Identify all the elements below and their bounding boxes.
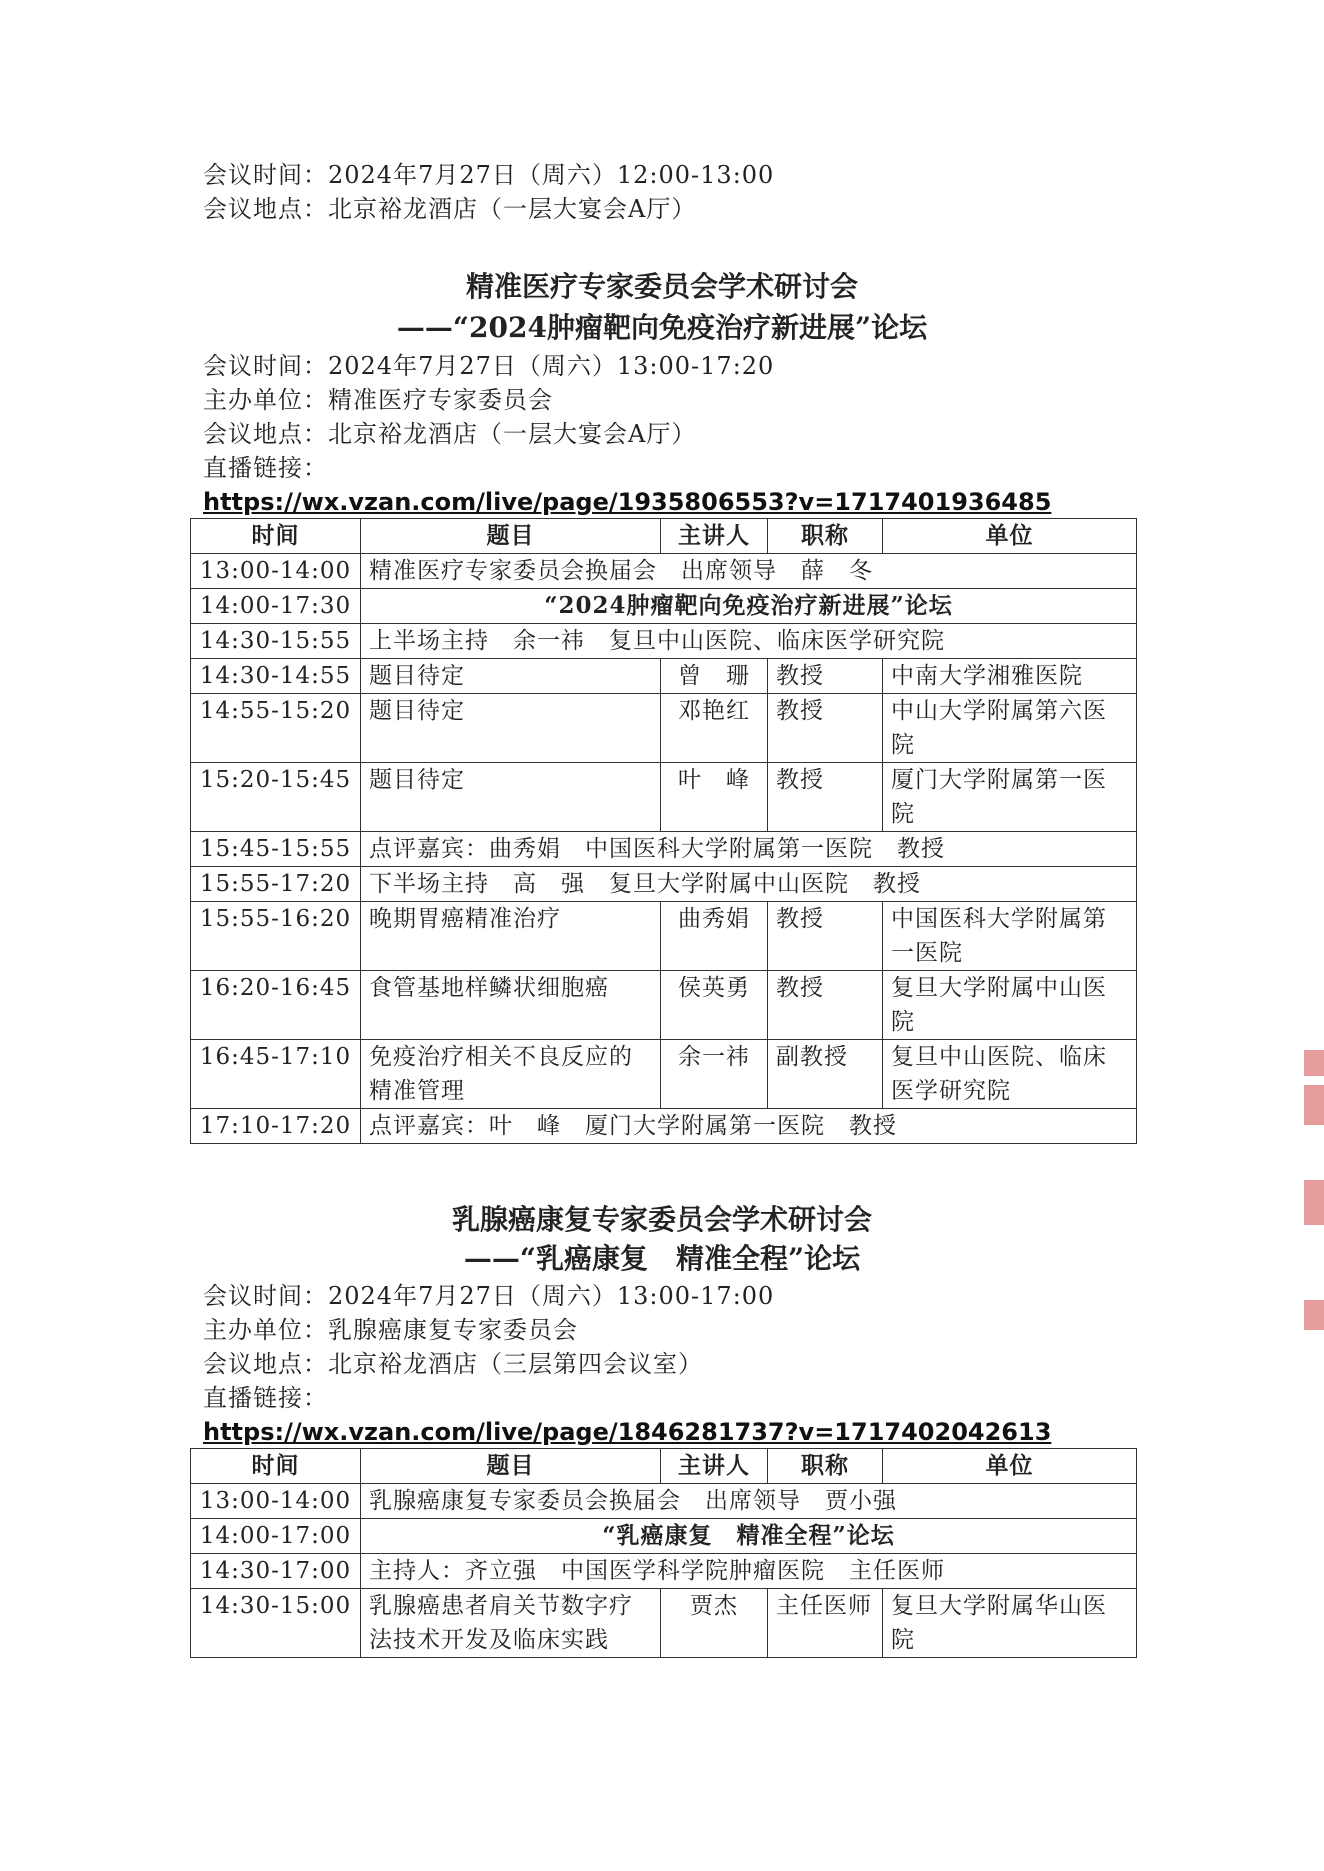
header-time: 会议时间：2024年7月27日（周六）12:00-13:00 <box>203 161 775 189</box>
cell-title: 副教授 <box>768 1040 883 1109</box>
table-row <box>191 832 1137 867</box>
table-row <box>191 589 1137 624</box>
seal-mark <box>1304 1085 1324 1125</box>
cell-time: 16:45-17:10 <box>191 1040 361 1109</box>
cell-title: 教授 <box>768 971 883 1040</box>
table-row <box>191 971 1137 1040</box>
table-row <box>191 1554 1137 1589</box>
column-header: 职称 <box>768 1449 883 1484</box>
column-header: 时间 <box>191 1449 361 1484</box>
cell-span: “乳癌康复 精准全程”论坛 <box>361 1519 1137 1554</box>
cell-unit: 中南大学湘雅医院 <box>883 659 1137 694</box>
cell-span: 乳腺癌康复专家委员会换届会 出席领导 贾小强 <box>361 1484 1137 1519</box>
cell-time: 14:30-15:00 <box>191 1589 361 1658</box>
table-row <box>191 554 1137 589</box>
section2-place: 会议地点：北京裕龙酒店（三层第四会议室） <box>203 1350 703 1378</box>
section2-subtitle: ——“乳癌康复 精准全程”论坛 <box>463 1242 861 1275</box>
cell-span: 精准医疗专家委员会换届会 出席领导 薛 冬 <box>361 554 1137 589</box>
seal-mark <box>1304 1180 1324 1225</box>
seal-mark <box>1304 1300 1324 1330</box>
cell-topic: 食管基地样鳞状细胞癌 <box>361 971 661 1040</box>
cell-speaker: 余一祎 <box>661 1040 768 1109</box>
table-row <box>191 624 1137 659</box>
column-header: 主讲人 <box>661 1449 768 1484</box>
seal-mark <box>1304 1050 1324 1076</box>
cell-time: 15:45-15:55 <box>191 832 361 867</box>
section2-host: 主办单位：乳腺癌康复专家委员会 <box>203 1316 578 1344</box>
cell-span: 上半场主持 余一祎 复旦中山医院、临床医学研究院 <box>361 624 1137 659</box>
cell-topic: 题目待定 <box>361 659 661 694</box>
cell-span: “2024肿瘤靶向免疫治疗新进展”论坛 <box>361 589 1137 624</box>
section2-schedule-table <box>190 1448 1137 1658</box>
cell-title: 教授 <box>768 763 883 832</box>
cell-time: 17:10-17:20 <box>191 1109 361 1144</box>
cell-topic: 题目待定 <box>361 763 661 832</box>
cell-time: 14:30-14:55 <box>191 659 361 694</box>
section1-live-link[interactable]: https://wx.vzan.com/live/page/1935806553?v=1717401936485 <box>203 488 1052 516</box>
cell-span: 点评嘉宾：曲秀娟 中国医科大学附属第一医院 教授 <box>361 832 1137 867</box>
cell-time: 13:00-14:00 <box>191 554 361 589</box>
column-header: 职称 <box>768 519 883 554</box>
column-header: 主讲人 <box>661 519 768 554</box>
table-row <box>191 1484 1137 1519</box>
section2-live-label: 直播链接： <box>203 1384 328 1412</box>
cell-time: 14:55-15:20 <box>191 694 361 763</box>
section1-time: 会议时间：2024年7月27日（周六）13:00-17:20 <box>203 352 775 380</box>
section2-time: 会议时间：2024年7月27日（周六）13:00-17:00 <box>203 1282 775 1310</box>
cell-time: 14:00-17:30 <box>191 589 361 624</box>
cell-title: 主任医师 <box>768 1589 883 1658</box>
section1-subtitle: ——“2024肿瘤靶向免疫治疗新进展”论坛 <box>396 311 928 344</box>
section1-title: 精准医疗专家委员会学术研讨会 <box>465 270 858 303</box>
cell-topic: 免疫治疗相关不良反应的精准管理 <box>361 1040 661 1109</box>
table-row <box>191 1589 1137 1658</box>
table-row <box>191 1109 1137 1144</box>
cell-topic: 晚期胃癌精准治疗 <box>361 902 661 971</box>
cell-time: 14:00-17:00 <box>191 1519 361 1554</box>
cell-speaker: 贾杰 <box>661 1589 768 1658</box>
header-place: 会议地点：北京裕龙酒店（一层大宴会A厅） <box>203 195 697 223</box>
section1-schedule-table <box>190 518 1137 1144</box>
table-header-row <box>191 519 1137 554</box>
cell-time: 15:20-15:45 <box>191 763 361 832</box>
table-row <box>191 1519 1137 1554</box>
cell-time: 15:55-16:20 <box>191 902 361 971</box>
table-row <box>191 867 1137 902</box>
cell-title: 教授 <box>768 659 883 694</box>
table-row <box>191 763 1137 832</box>
cell-unit: 复旦大学附属中山医院 <box>883 971 1137 1040</box>
cell-time: 13:00-14:00 <box>191 1484 361 1519</box>
cell-speaker: 叶 峰 <box>661 763 768 832</box>
section2-live-link[interactable]: https://wx.vzan.com/live/page/1846281737?v=1717402042613 <box>203 1418 1052 1446</box>
section1-host: 主办单位：精准医疗专家委员会 <box>203 386 553 414</box>
cell-speaker: 邓艳红 <box>661 694 768 763</box>
table-row <box>191 694 1137 763</box>
cell-time: 15:55-17:20 <box>191 867 361 902</box>
cell-speaker: 曲秀娟 <box>661 902 768 971</box>
column-header: 单位 <box>883 1449 1137 1484</box>
cell-time: 14:30-15:55 <box>191 624 361 659</box>
section1-live-label: 直播链接： <box>203 454 328 482</box>
cell-unit: 厦门大学附属第一医院 <box>883 763 1137 832</box>
cell-topic: 题目待定 <box>361 694 661 763</box>
column-header: 时间 <box>191 519 361 554</box>
column-header: 题目 <box>361 1449 661 1484</box>
cell-speaker: 侯英勇 <box>661 971 768 1040</box>
cell-topic: 乳腺癌患者肩关节数字疗法技术开发及临床实践 <box>361 1589 661 1658</box>
column-header: 单位 <box>883 519 1137 554</box>
table-row <box>191 902 1137 971</box>
cell-time: 14:30-17:00 <box>191 1554 361 1589</box>
cell-title: 教授 <box>768 902 883 971</box>
cell-span: 点评嘉宾：叶 峰 厦门大学附属第一医院 教授 <box>361 1109 1137 1144</box>
table-header-row <box>191 1449 1137 1484</box>
cell-unit: 中国医科大学附属第一医院 <box>883 902 1137 971</box>
cell-title: 教授 <box>768 694 883 763</box>
table-row <box>191 659 1137 694</box>
cell-unit: 复旦大学附属华山医院 <box>883 1589 1137 1658</box>
cell-unit: 中山大学附属第六医院 <box>883 694 1137 763</box>
cell-unit: 复旦中山医院、临床医学研究院 <box>883 1040 1137 1109</box>
section2-title: 乳腺癌康复专家委员会学术研讨会 <box>451 1203 872 1236</box>
cell-time: 16:20-16:45 <box>191 971 361 1040</box>
cell-speaker: 曾 珊 <box>661 659 768 694</box>
section1-place: 会议地点：北京裕龙酒店（一层大宴会A厅） <box>203 420 697 448</box>
cell-span: 下半场主持 高 强 复旦大学附属中山医院 教授 <box>361 867 1137 902</box>
cell-span: 主持人：齐立强 中国医学科学院肿瘤医院 主任医师 <box>361 1554 1137 1589</box>
column-header: 题目 <box>361 519 661 554</box>
table-row <box>191 1040 1137 1109</box>
